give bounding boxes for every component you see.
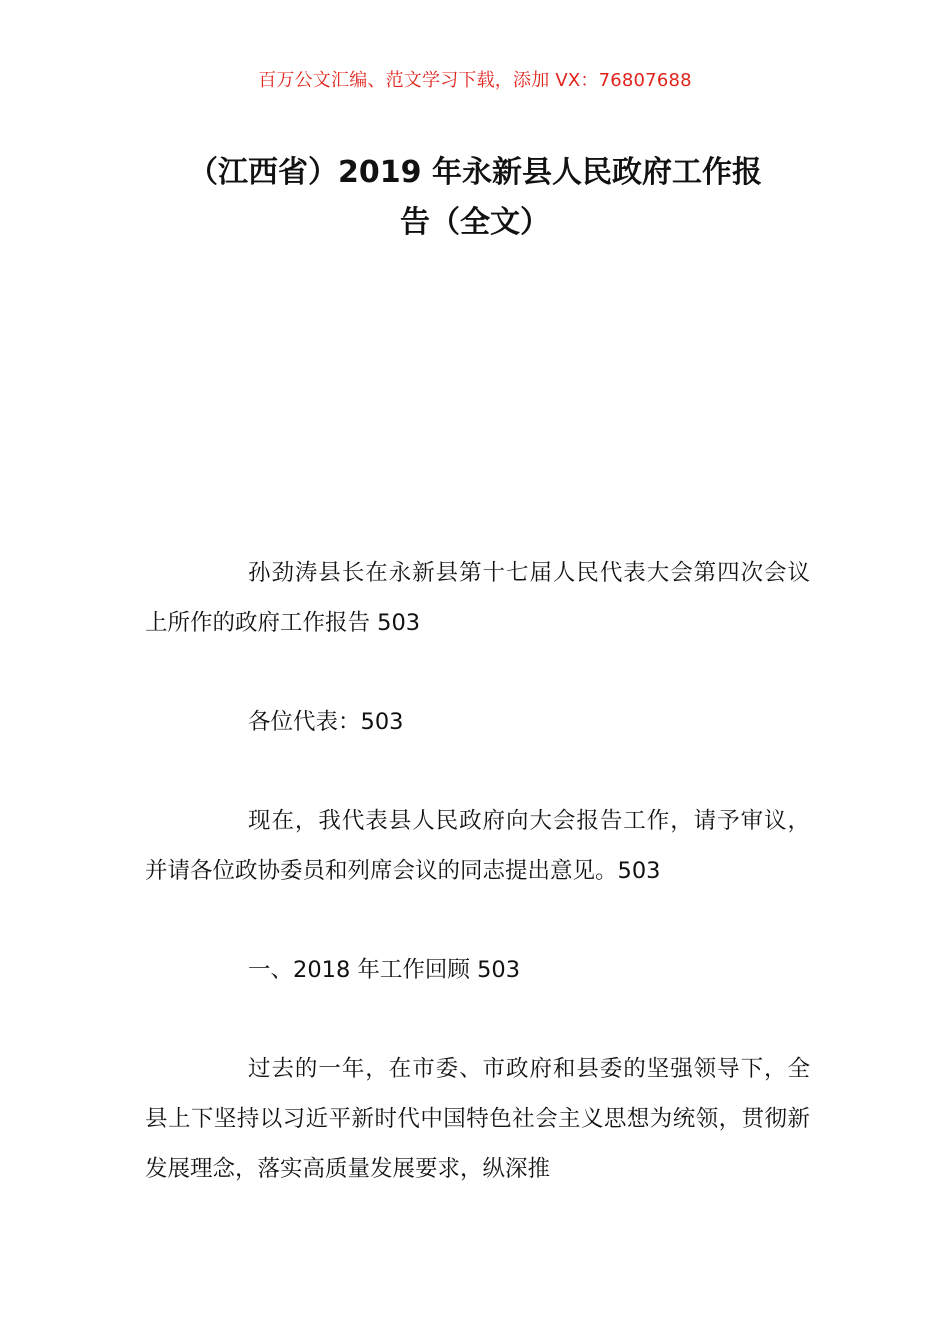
paragraph-salutation: 各位代表：503 — [248, 709, 404, 735]
document-title-line-2: 告（全文） — [400, 205, 550, 240]
paragraph-introduction: 现在，我代表县人民政府向大会报告工作，请予审议，并请各位政协委员和列席会议的同志提出意见。503 — [145, 808, 810, 884]
document-title-line-1: （江西省）2019 年永新县人民政府工作报 — [188, 155, 762, 190]
section-heading-2018-review: 一、2018 年工作回顾 503 — [248, 957, 521, 983]
paragraph-report-source: 孙劲涛县长在永新县第十七届人民代表大会第四次会议上所作的政府工作报告 503 — [145, 560, 810, 636]
header-watermark-note: 百万公文汇编、范文学习下载，添加 VX：76807688 — [258, 70, 692, 91]
document-body — [145, 548, 810, 1243]
paragraph-review-body: 过去的一年，在市委、市政府和县委的坚强领导下，全县上下坚持以习近平新时代中国特色社会主义思想为统领，贯彻新发展理念，落实高质量发展要求，纵深推 — [145, 1056, 810, 1182]
document-title — [140, 148, 810, 248]
